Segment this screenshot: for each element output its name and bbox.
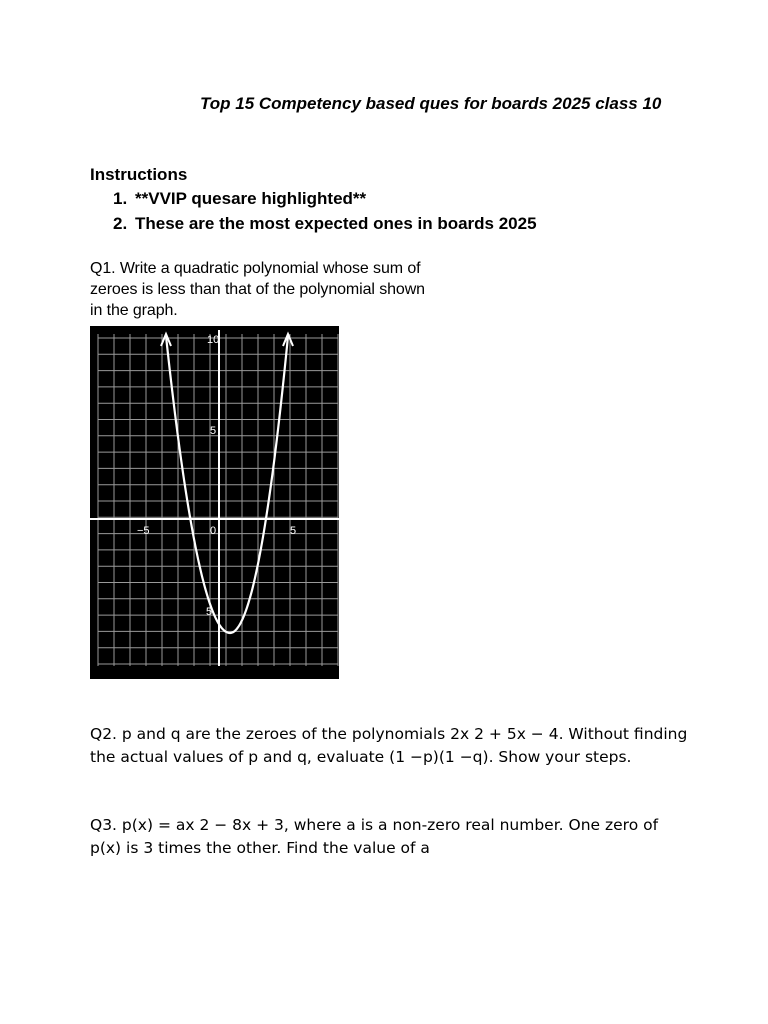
tick-label-y-10: 10 [207, 334, 220, 346]
parabola-graph-svg [90, 326, 339, 679]
instruction-item [90, 212, 690, 237]
question-1: Q1. Write a quadratic polynomial whose sum of zeroes is less than that of the polynomial shown in the graph. [90, 260, 425, 319]
question-3: Q3. p(x) = ax 2 − 8x + 3, where a is a non-zero real number. One zero of p(x) is 3 times the other. Find the value of a [90, 816, 659, 857]
document-title: Top 15 Competency based ques for boards 2025 class 10 [200, 94, 662, 113]
instruction-text: **VVIP quesare highlighted** [135, 189, 367, 208]
instruction-item [90, 187, 690, 212]
instruction-text: These are the most expected ones in boards 2025 [135, 213, 537, 233]
question-2: Q2. p and q are the zeroes of the polynomials 2x 2 + 5x − 4. Without finding the actual values of p and q, evaluate (1 −p)(1 −q). Show your steps. [90, 725, 688, 766]
tick-label-x-0: 0 [210, 525, 217, 537]
tick-label-y-neg5: 5 [206, 606, 213, 618]
instructions-heading: Instructions [90, 165, 188, 184]
tick-label-y-5: 5 [210, 425, 217, 437]
instructions-list [90, 187, 690, 236]
instruction-number: 2. [113, 213, 128, 233]
instruction-number: 1. [113, 189, 128, 208]
tick-label-x-5: 5 [290, 525, 297, 537]
tick-label-x-neg5: −5 [137, 525, 150, 537]
parabola-graph-image [90, 326, 339, 679]
